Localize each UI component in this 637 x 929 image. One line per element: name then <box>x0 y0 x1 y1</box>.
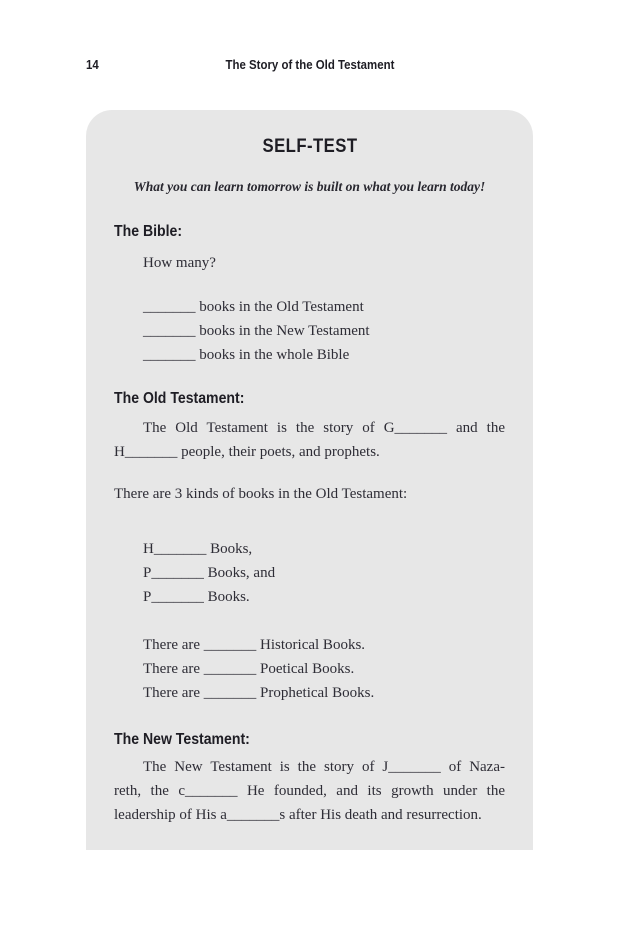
section-heading-bible-text: The Bible: <box>114 223 183 240</box>
running-head-text: The Story of the Old Testament <box>225 57 394 72</box>
old-testament-paragraph <box>114 416 505 464</box>
fill-blank-line: There are _______ Poetical Books. <box>143 661 355 677</box>
running-head <box>86 57 533 72</box>
section-heading-bible <box>114 223 505 241</box>
fill-blank-line: There are _______ Historical Books. <box>143 637 366 653</box>
page-number <box>86 57 100 72</box>
motto-line: What you can learn tomorrow is built on what you learn today! <box>133 179 486 194</box>
paragraph-line: The New Testament is the story of J_______ of Naza- <box>143 759 505 775</box>
kinds-intro-line: There are 3 kinds of books in the Old Testament: <box>114 486 408 502</box>
fill-blank-line: _______ books in the New Testament <box>143 323 370 339</box>
section-heading-old-testament-text: The Old Testament: <box>114 390 245 407</box>
selftest-title-text: SELF-TEST <box>261 136 357 157</box>
fill-blank-line: There are _______ Prophetical Books. <box>143 685 375 701</box>
section-heading-new-testament <box>114 731 505 749</box>
new-testament-paragraph <box>114 755 505 827</box>
fill-blank-line: P_______ Books, and <box>143 565 276 581</box>
paragraph-line: reth, the c_______ He founded, and its growth under the <box>114 783 505 799</box>
selftest-card <box>86 110 533 850</box>
paragraph-line: leadership of His a_______s after His death and resurrection. <box>114 807 482 823</box>
bible-blank-list <box>114 295 505 367</box>
fill-blank-line: H_______ Books, <box>143 541 253 557</box>
section-heading-old-testament <box>114 390 505 408</box>
paragraph-line: H_______ people, their poets, and prophets. <box>114 444 380 460</box>
page-number-text: 14 <box>86 57 99 72</box>
paragraph-line: The Old Testament is the story of G_______ and the <box>143 420 505 436</box>
kinds-list <box>114 537 505 609</box>
selftest-title <box>114 137 505 157</box>
bible-question: How many? <box>143 255 216 271</box>
section-heading-new-testament-text: The New Testament: <box>114 731 250 748</box>
page-header <box>86 57 533 75</box>
fill-blank-line: _______ books in the whole Bible <box>143 347 350 363</box>
fill-blank-line: _______ books in the Old Testament <box>143 299 364 315</box>
fill-blank-line: P_______ Books. <box>143 589 250 605</box>
counts-list <box>114 633 505 705</box>
